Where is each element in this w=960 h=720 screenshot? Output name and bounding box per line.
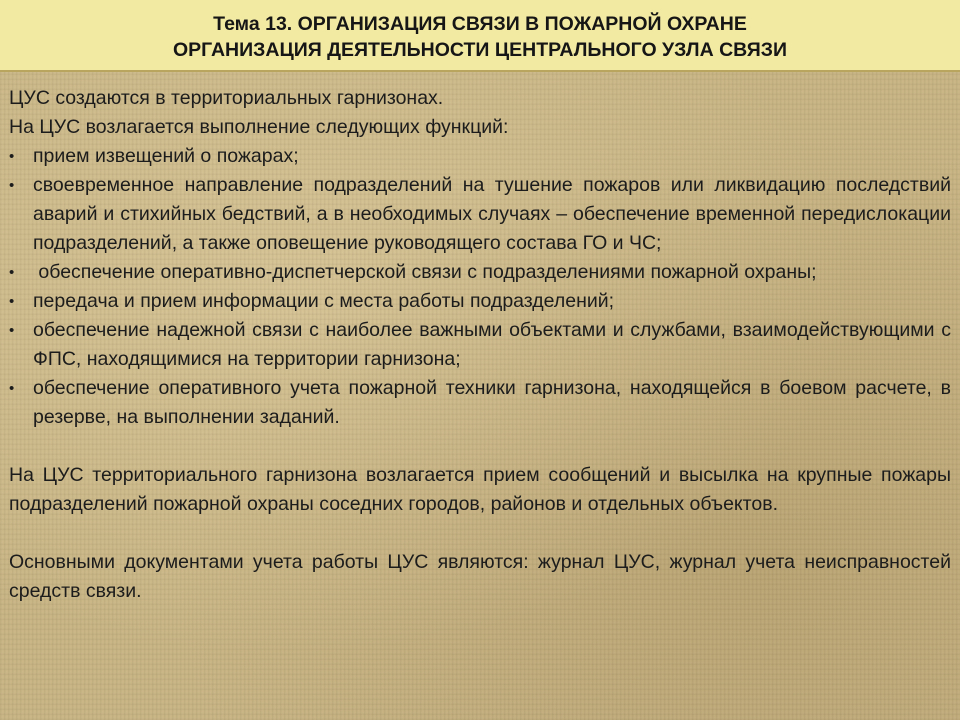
reception-paragraph: На ЦУС территориального гарнизона возлагается прием сообщений и высылка на крупные пожары подразделений пожарной охраны соседних городов, районов и отдельных объектов. [9, 464, 951, 515]
function-item-5 [9, 316, 951, 374]
function-text: обеспечение оперативно-диспетчерской связи с подразделениями пожарной охраны; [33, 261, 817, 283]
function-item-6 [9, 374, 951, 432]
slide-title-line-2: ОРГАНИЗАЦИЯ ДЕЯТЕЛЬНОСТИ ЦЕНТРАЛЬНОГО УЗЛА СВЯЗИ [172, 39, 788, 61]
slide-body [9, 84, 951, 606]
slide-header [0, 0, 960, 72]
function-text: передача и прием информации с места работы подразделений; [33, 290, 615, 312]
function-item-3 [9, 258, 951, 287]
documents-paragraph: Основными документами учета работы ЦУС являются: журнал ЦУС, журнал учета неисправностей средств связи. [9, 551, 951, 602]
slide-title-line-1: Тема 13. ОРГАНИЗАЦИЯ СВЯЗИ В ПОЖАРНОЙ ОХРАНЕ [213, 13, 747, 35]
function-item-4 [9, 287, 951, 316]
intro-line-1: ЦУС создаются в территориальных гарнизонах. [9, 87, 444, 109]
spacer [9, 432, 951, 461]
function-item-2 [9, 171, 951, 258]
function-text: прием извещений о пожарах; [33, 145, 299, 167]
intro-line-2: На ЦУС возлагается выполнение следующих функций: [9, 116, 509, 138]
bullet-icon: • [9, 322, 15, 339]
function-item-1 [9, 142, 951, 171]
spacer [9, 519, 951, 548]
bullet-icon: • [9, 293, 15, 310]
bullet-icon: • [9, 177, 15, 194]
bullet-icon: • [9, 264, 15, 281]
bullet-icon: • [9, 380, 15, 397]
function-text: своевременное направление подразделений на тушение пожаров или ликвидацию последствий аварий и стихийных бедствий, а в необходимых случаях – обеспечение временной передислокации подразделений, а также оповещение руководящего состава ГО и ЧС; [33, 174, 951, 254]
bullet-icon: • [9, 148, 15, 165]
function-list [9, 142, 951, 432]
function-text: обеспечение оперативного учета пожарной техники гарнизона, находящейся в боевом расчете, в резерве, на выполнении заданий. [33, 377, 951, 428]
function-text: обеспечение надежной связи с наиболее важными объектами и службами, взаимодействующими с ФПС, находящимися на территории гарнизона; [33, 319, 951, 370]
